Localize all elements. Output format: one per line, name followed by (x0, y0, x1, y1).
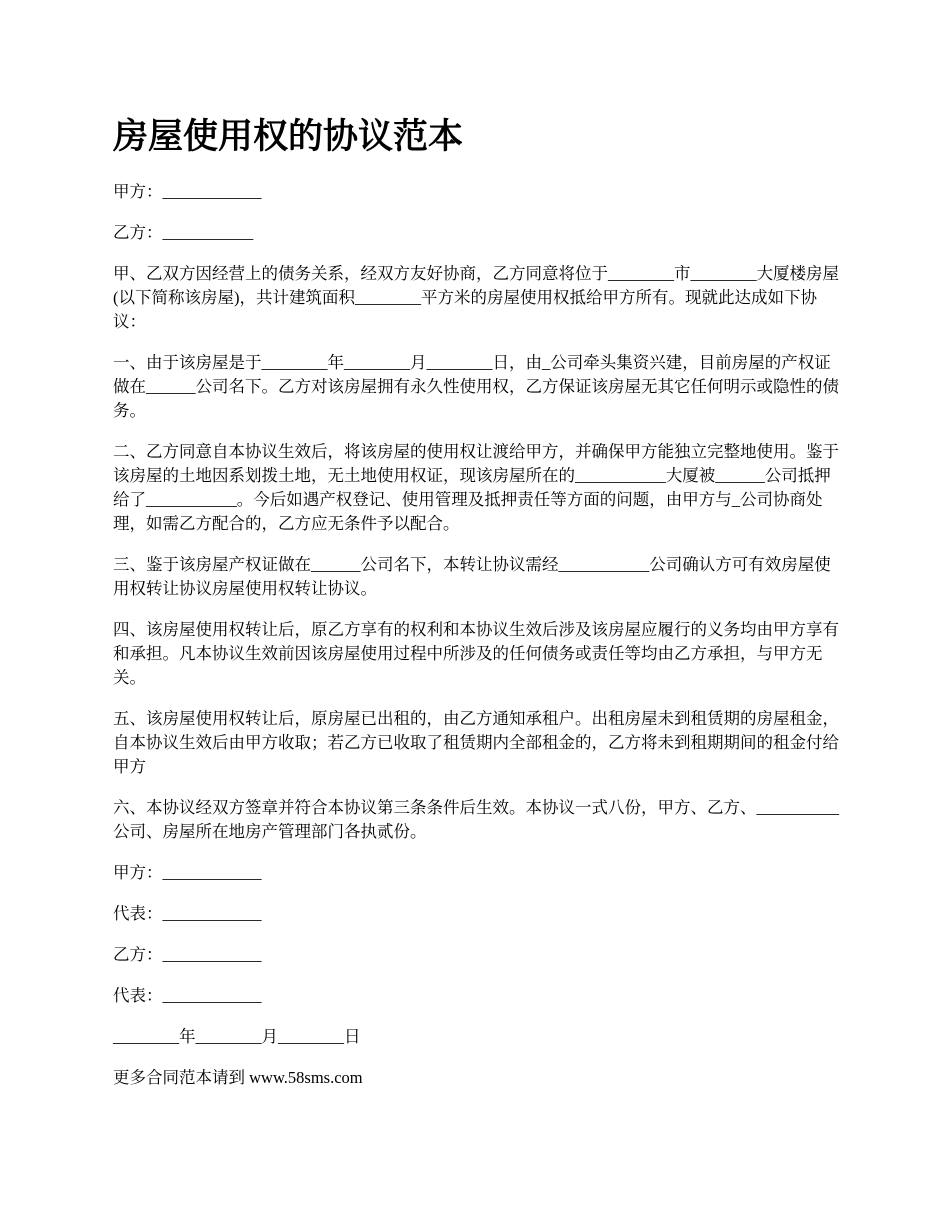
document-title: 房屋使用权的协议范本 (113, 116, 464, 157)
intro-paragraph: 甲、乙双方因经营上的债务关系，经双方友好协商，乙方同意将位于________市________大厦楼房屋(以下简称该房屋)，共计建筑面积________平方米的房屋使用权抵给甲方所有。现就此达成如下协议： (113, 264, 839, 331)
clause-2: 二、乙方同意自本协议生效后，将该房屋的使用权让渡给甲方，并确保甲方能独立完整地使用。鉴于该房屋的土地因系划拨土地，无土地使用权证，现该房屋所在的___________大厦被______公司抵押给了___________。今后如遇产权登记、使用管理及抵押责任等方面的问题，由甲方与_公司协商处理，如需乙方配合的，乙方应无条件予以配合。 (113, 442, 839, 533)
party-a-line: 甲方：____________ (113, 182, 262, 201)
clause-1: 一、由于该房屋是于________年________月________日，由_公司牵头集资兴建，目前房屋的产权证做在______公司名下。乙方对该房屋拥有永久性使用权，乙方保证该房屋无其它任何明示或隐性的债务。 (113, 353, 839, 420)
clause-4: 四、该房屋使用权转让后，原乙方享有的权利和本协议生效后涉及该房屋应履行的义务均由甲方享有和承担。凡本协议生效前因该房屋使用过程中所涉及的任何债务或责任等均由乙方承担，与甲方无关。 (113, 620, 839, 687)
signature-party-b: 乙方：____________ (113, 945, 262, 964)
clause-6: 六、本协议经双方签章并符合本协议第三条条件后生效。本协议一式八份，甲方、乙方、__________公司、房屋所在地房产管理部门各执贰份。 (113, 798, 839, 841)
clause-5: 五、该房屋使用权转让后，原房屋已出租的，由乙方通知承租户。出租房屋未到租赁期的房屋租金，自本协议生效后由甲方收取；若乙方已收取了租赁期内全部租金的，乙方将未到租期期间的租金付给甲方 (113, 709, 839, 776)
party-b-line: 乙方：___________ (113, 223, 254, 242)
signature-representative-a: 代表：____________ (113, 904, 262, 923)
signature-date: ________年________月________日 (113, 1027, 361, 1046)
clause-3: 三、鉴于该房屋产权证做在______公司名下，本转让协议需经___________公司确认方可有效房屋使用权转让协议房屋使用权转让协议。 (113, 555, 831, 598)
footer-note: 更多合同范本请到 www.58sms.com (113, 1068, 363, 1087)
signature-party-a: 甲方：____________ (113, 863, 262, 882)
signature-representative-b: 代表：____________ (113, 986, 262, 1005)
document-body (113, 180, 841, 1107)
